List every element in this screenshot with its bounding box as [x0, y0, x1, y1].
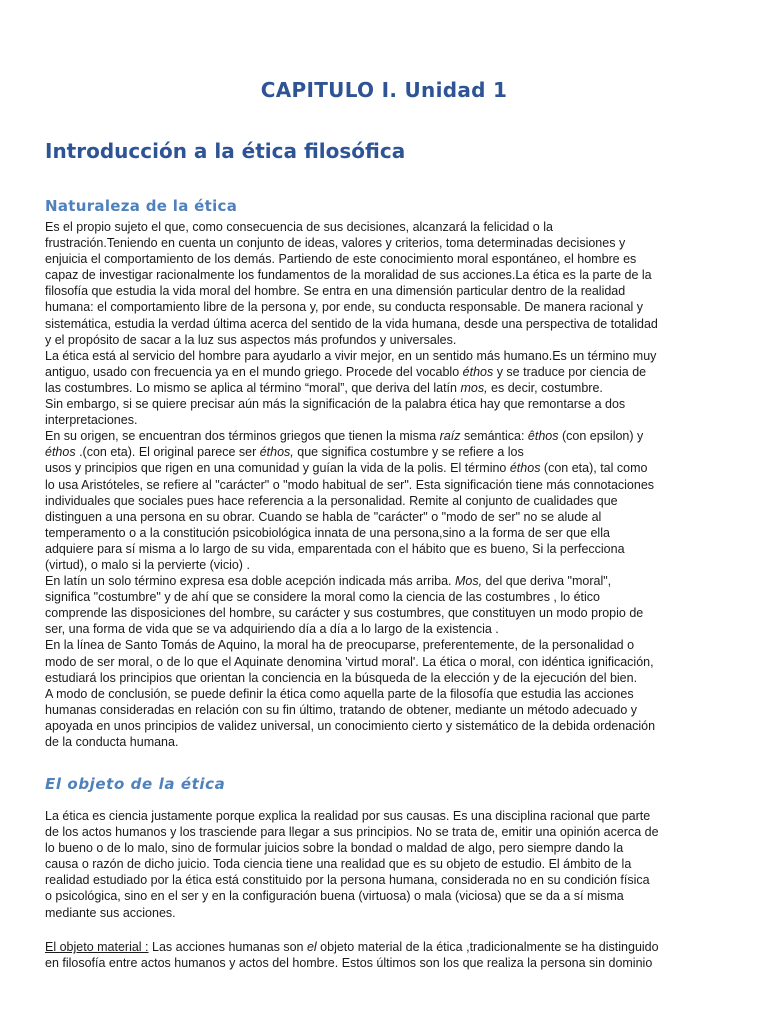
text-run: distinguen a una persona en su obrar. Cuando se habla de "carácter" o "modo de ser" no se alude al [45, 509, 602, 524]
text-run: significa "costumbre" y de ahí que se considere la moral como la ciencia de las costumbres , lo ético [45, 590, 600, 605]
text-run: de la conducta humana. [45, 735, 179, 749]
text-run: interpretaciones. [45, 413, 138, 428]
chapter-title: CAPITULO I. Unidad 1 [260, 78, 508, 102]
section-heading-objeto: El objeto de la ética [45, 775, 226, 793]
text-line [45, 686, 735, 702]
text-run: filosofía que estudia la vida moral del hombre. Se entra en una dimensión particular dentro de la realidad [45, 284, 626, 299]
text-run: humanas consideradas en relación con su fin último, tratando de obtener, mediante un método adecuado y [45, 702, 638, 717]
text-run: antiguo, usado con frecuencia ya en el mundo griego. Procede del vocablo [45, 364, 463, 379]
text-line [45, 364, 735, 380]
text-run: en filosofía entre actos humanos y actos del hombre. Estos últimos son los que realiza la persona sin dominio [45, 956, 653, 971]
text-run: lo bueno o de lo malo, sino de formular juicios sobre la bondad o maldad de algo, pero siempre dando la [45, 841, 624, 856]
text-line [45, 219, 735, 235]
text-run: usos y principios que rigen en una comunidad y guían la vida de la polis. El término [45, 461, 510, 476]
text-line [45, 267, 735, 283]
text-line [45, 718, 735, 734]
text-line [45, 412, 735, 428]
text-run: êthos [527, 429, 559, 444]
text-line [45, 637, 735, 653]
text-line [45, 380, 735, 396]
text-run: las costumbres. Lo mismo se aplica al término “moral”, que deriva del latín [45, 380, 461, 395]
text-line [45, 654, 735, 670]
document-title: Introducción a la ética filosófica [45, 139, 406, 163]
text-line [45, 605, 735, 621]
text-run: éthos [45, 445, 76, 460]
text-run: (con eta), tal como [540, 461, 648, 476]
text-line [45, 235, 735, 251]
text-run: capaz de investigar racionalmente los fundamentos de la moralidad de sus acciones.La ética es la parte de la [45, 268, 652, 283]
text-run: causa o razón de dicho juicio. Toda ciencia tiene una realidad que es su objeto de estudio. El ámbito de la [45, 857, 632, 872]
text-run: de los actos humanos y los trasciende para llegar a sus principios. No se trata de, emitir una opinión acerca de [45, 825, 659, 840]
text-line [45, 428, 735, 444]
text-run: Mos, [454, 574, 483, 589]
text-run: enjuicia el comportamiento de los demás. Partiendo de este conocimiento moral espontáneo, el hombre es [45, 252, 637, 267]
text-run: es decir, costumbre. [487, 380, 603, 395]
text-line [45, 905, 735, 921]
text-run: estudiará los principios que orientan la conciencia en la búsqueda de la elección y de la ejecución del bien. [45, 670, 638, 685]
text-run: ser, una forma de vida que se va adquiriendo día a día a lo largo de la existencia . [45, 622, 499, 637]
text-run: el [306, 940, 317, 954]
text-run: En latín un solo término expresa esa doble acepción indicada más arriba. [45, 574, 455, 589]
text-run: En la línea de Santo Tomás de Aquino, la moral ha de preocuparse, preferentemente, de la personalidad o [45, 638, 635, 653]
text-run: del que deriva "moral", [482, 574, 612, 589]
text-line [45, 888, 735, 904]
text-line [45, 477, 735, 493]
text-line [45, 856, 735, 872]
text-run: mos, [460, 380, 488, 395]
text-line [45, 348, 735, 364]
text-line [45, 493, 735, 509]
text-line [45, 808, 735, 824]
text-run: o psicológica, sino en el ser y en la configuración buena (virtuosa) o mala (viciosa) que se da a sí misma [45, 889, 624, 904]
text-line [45, 872, 735, 888]
text-run: éthos [462, 364, 494, 379]
text-run: En su origen, se encuentran dos términos griegos que tienen la misma [45, 429, 440, 444]
text-run: individuales que sociales pues hace referencia a la personalidad. Remite al conjunto de cualidades que [45, 493, 618, 508]
text-line [45, 824, 735, 840]
text-line [45, 670, 735, 686]
text-line [45, 939, 735, 955]
text-line [45, 525, 735, 541]
text-run: temperamento o a la constitución psicobiológica innata de una persona,sino a la forma de ser que ella [45, 525, 610, 540]
text-line [45, 396, 735, 412]
text-run: raíz [439, 429, 461, 444]
text-run: comprende las disposiciones del hombre, su carácter y sus costumbres, que constituyen un modo propio de [45, 606, 644, 621]
text-run: (con epsilon) y [558, 429, 644, 444]
text-run: Es el propio sujeto el que, como consecuencia de sus decisiones, alcanzará la felicidad o la [45, 220, 553, 234]
text-run: apoyada en unos principios de validez universal, un conocimiento cierto y sistemático de la debida ordenación [45, 718, 656, 733]
text-run: éthos, [259, 445, 294, 460]
text-line [45, 734, 735, 750]
text-run: y el propósito de sacar a la luz sus aspectos más profundos y universales. [45, 332, 457, 347]
text-line [45, 702, 735, 718]
text-run: realidad estudiado por la ética está constituido por la persona humana, considerada no en su condición física [45, 873, 650, 888]
text-run: semántica: [460, 429, 528, 444]
text-run: que significa costumbre y se refiere a los [293, 445, 524, 460]
text-line [45, 251, 735, 267]
text-run: .(con eta). El original parece ser [75, 445, 260, 460]
text-line [45, 299, 735, 315]
text-run: sistemática, estudia la verdad última acerca del sentido de la vida humana, desde una perspectiva de totalidad [45, 316, 658, 331]
text-run: La ética está al servicio del hombre para ayudarlo a vivir mejor, en un sentido más humano.Es un término muy [45, 348, 657, 363]
text-run: lo usa Aristóteles, se refiere al "carácter" o "modo habitual de ser". Esta significación tiene más connotaciones [45, 477, 655, 492]
section-body-objeto-material [45, 939, 735, 971]
text-line [45, 460, 735, 476]
text-run: El objeto material : [45, 940, 149, 954]
text-run: adquiere para sí misma a lo largo de su vida, emparentada con el hábito que es bueno, Si la perfecciona [45, 541, 625, 556]
text-run: (virtud), o malo si la pervierte (vicio) . [45, 557, 250, 572]
text-line [45, 621, 735, 637]
text-line [45, 573, 735, 589]
text-run: frustración.Teniendo en cuenta un conjunto de ideas, valores y criterios, toma determinadas decisiones y [45, 236, 626, 251]
text-run: y se traduce por ciencia de [493, 364, 647, 379]
text-run: Sin embargo, si se quiere precisar aún más la significación de la palabra ética hay que remontarse a dos [45, 397, 626, 412]
text-run: A modo de conclusión, se puede definir la ética como aquella parte de la filosofía que estudia las acciones [45, 686, 634, 701]
text-line [45, 509, 735, 525]
text-line [45, 283, 735, 299]
text-line [45, 541, 735, 557]
text-line [45, 557, 735, 573]
section-body-naturaleza [45, 219, 735, 750]
text-line [45, 955, 735, 971]
section-body-objeto [45, 808, 735, 921]
text-line [45, 444, 735, 460]
text-run: modo de ser moral, o de lo que el Aquinate denomina 'virtud moral'. La ética o moral, con idéntica ignificación, [45, 654, 654, 669]
text-run: La ética es ciencia justamente porque explica la realidad por sus causas. Es una disciplina racional que parte [45, 809, 651, 823]
text-run: Las acciones humanas son [148, 940, 307, 954]
text-run: mediante sus acciones. [45, 905, 176, 920]
text-line [45, 589, 735, 605]
text-run: éthos [509, 461, 541, 476]
text-line [45, 332, 735, 348]
text-run: objeto material de la ética ,tradicionalmente se ha distinguido [316, 940, 659, 954]
text-run: humana: el comportamiento libre de la persona y, por ende, su conducta responsable. De manera racional y [45, 300, 644, 315]
text-line [45, 316, 735, 332]
text-line [45, 840, 735, 856]
section-heading-naturaleza: Naturaleza de la ética [45, 197, 238, 215]
